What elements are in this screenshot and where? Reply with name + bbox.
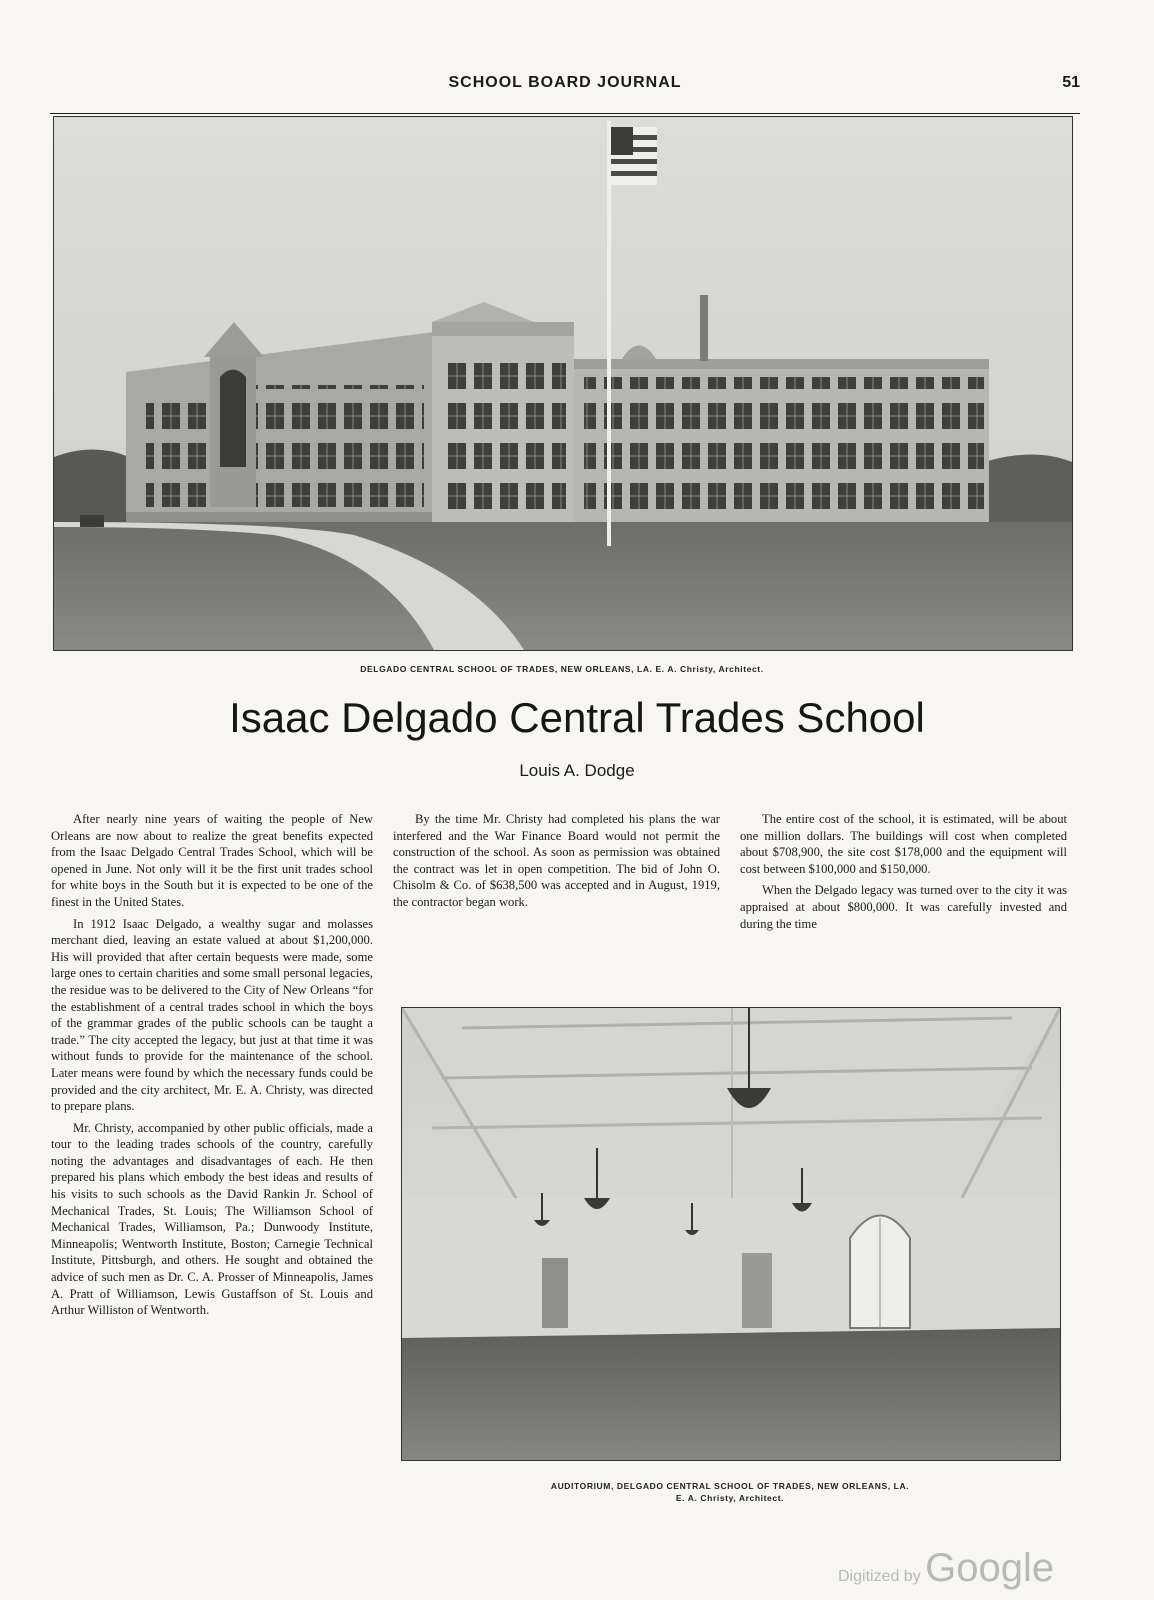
digitized-watermark	[838, 1546, 1054, 1591]
paragraph: Mr. Christy, accompanied by other public officials, made a tour to the leading trades schools of the country, carefully noting the advantages and disadvantages of each. He then prepared his plans which embody the best ideas and results of his visits to such schools as the David Rankin Jr. School of Mechanical Trades, St. Louis; The Williamson School of Mechanical Trades, Williamson, Pa.; Dunwoody Institute, Minneapolis; Wentworth Institute, Boston; Carnegie Technical Institute, Pittsburgh, and others. He sought and obtained the advice of such men as Dr. C. A. Prosser of Minneapolis, James A. Pratt of Williamson, Lewis Gustaffson of St. Louis and Arthur Williston of Wentworth.	[51, 1120, 373, 1318]
watermark-prefix: Digitized by	[838, 1568, 921, 1585]
auditorium-photo-illustration	[402, 1008, 1060, 1460]
column-2	[393, 811, 720, 916]
paragraph: The entire cost of the school, it is estimated, will be about one million dollars. The buildings will cost when completed about $708,900, the site cost $178,000 and the equipment will cost between $100,000 and $150,000.	[740, 812, 1067, 876]
column-3	[740, 811, 1067, 937]
building-photo-caption: DELGADO CENTRAL SCHOOL OF TRADES, NEW ORLEANS, LA. E. A. Christy, Architect.	[360, 664, 764, 674]
journal-name: SCHOOL BOARD JOURNAL	[448, 74, 682, 91]
paragraph: In 1912 Isaac Delgado, a wealthy sugar and molasses merchant died, leaving an estate valued at about $1,200,000. His will provided that after certain bequests were made, some large ones to certain charities and some small personal legacies, the residue was to be delivered to the City of New Orleans “for the establishment of a central trades school in which the boys of the grammar grades of the public schools can be taught a trade.” The city accepted the legacy, but just at that time it was without funds to provide for the maintenance of the school. Later means were found by which the necessary funds could be provided and the city architect, Mr. E. A. Christy, was directed to prepare plans.	[51, 916, 373, 1114]
page-number: 51	[1062, 74, 1080, 91]
auditorium-caption-line-2: E. A. Christy, Architect.	[675, 1493, 785, 1503]
auditorium-photo-caption	[401, 1480, 1059, 1504]
article-byline: Louis A. Dodge	[519, 761, 635, 780]
running-head	[50, 74, 1080, 98]
column-1	[51, 811, 373, 1324]
auditorium-photo	[401, 1007, 1061, 1461]
paragraph: When the Delgado legacy was turned over to the city it was appraised at about $800,000. It was carefully invested and during the time	[740, 883, 1067, 931]
flag-illustration	[611, 127, 657, 185]
building-photo-illustration	[54, 117, 1072, 650]
paragraph: After nearly nine years of waiting the people of New Orleans are now about to realize the great benefits expected from the Isaac Delgado Central Trades School, which will be opened in June. Not only will it be the first unit trades school for white boys in the South but it is expected to be one of the finest in the United States.	[51, 812, 373, 909]
building-photo	[53, 116, 1073, 651]
article-title: Isaac Delgado Central Trades School	[229, 694, 925, 741]
auditorium-caption-line-1: AUDITORIUM, DELGADO CENTRAL SCHOOL OF TRADES, NEW ORLEANS, LA.	[550, 1481, 910, 1491]
paragraph: By the time Mr. Christy had completed his plans the war interfered and the War Finance Board would not permit the construction of the school. As soon as permission was obtained the contract was let in open competition. The bid of John O. Chisolm & Co. of $638,500 was accepted and in August, 1919, the contractor began work.	[393, 812, 720, 909]
watermark-brand: Google	[925, 1546, 1055, 1590]
header-rule	[50, 113, 1080, 114]
